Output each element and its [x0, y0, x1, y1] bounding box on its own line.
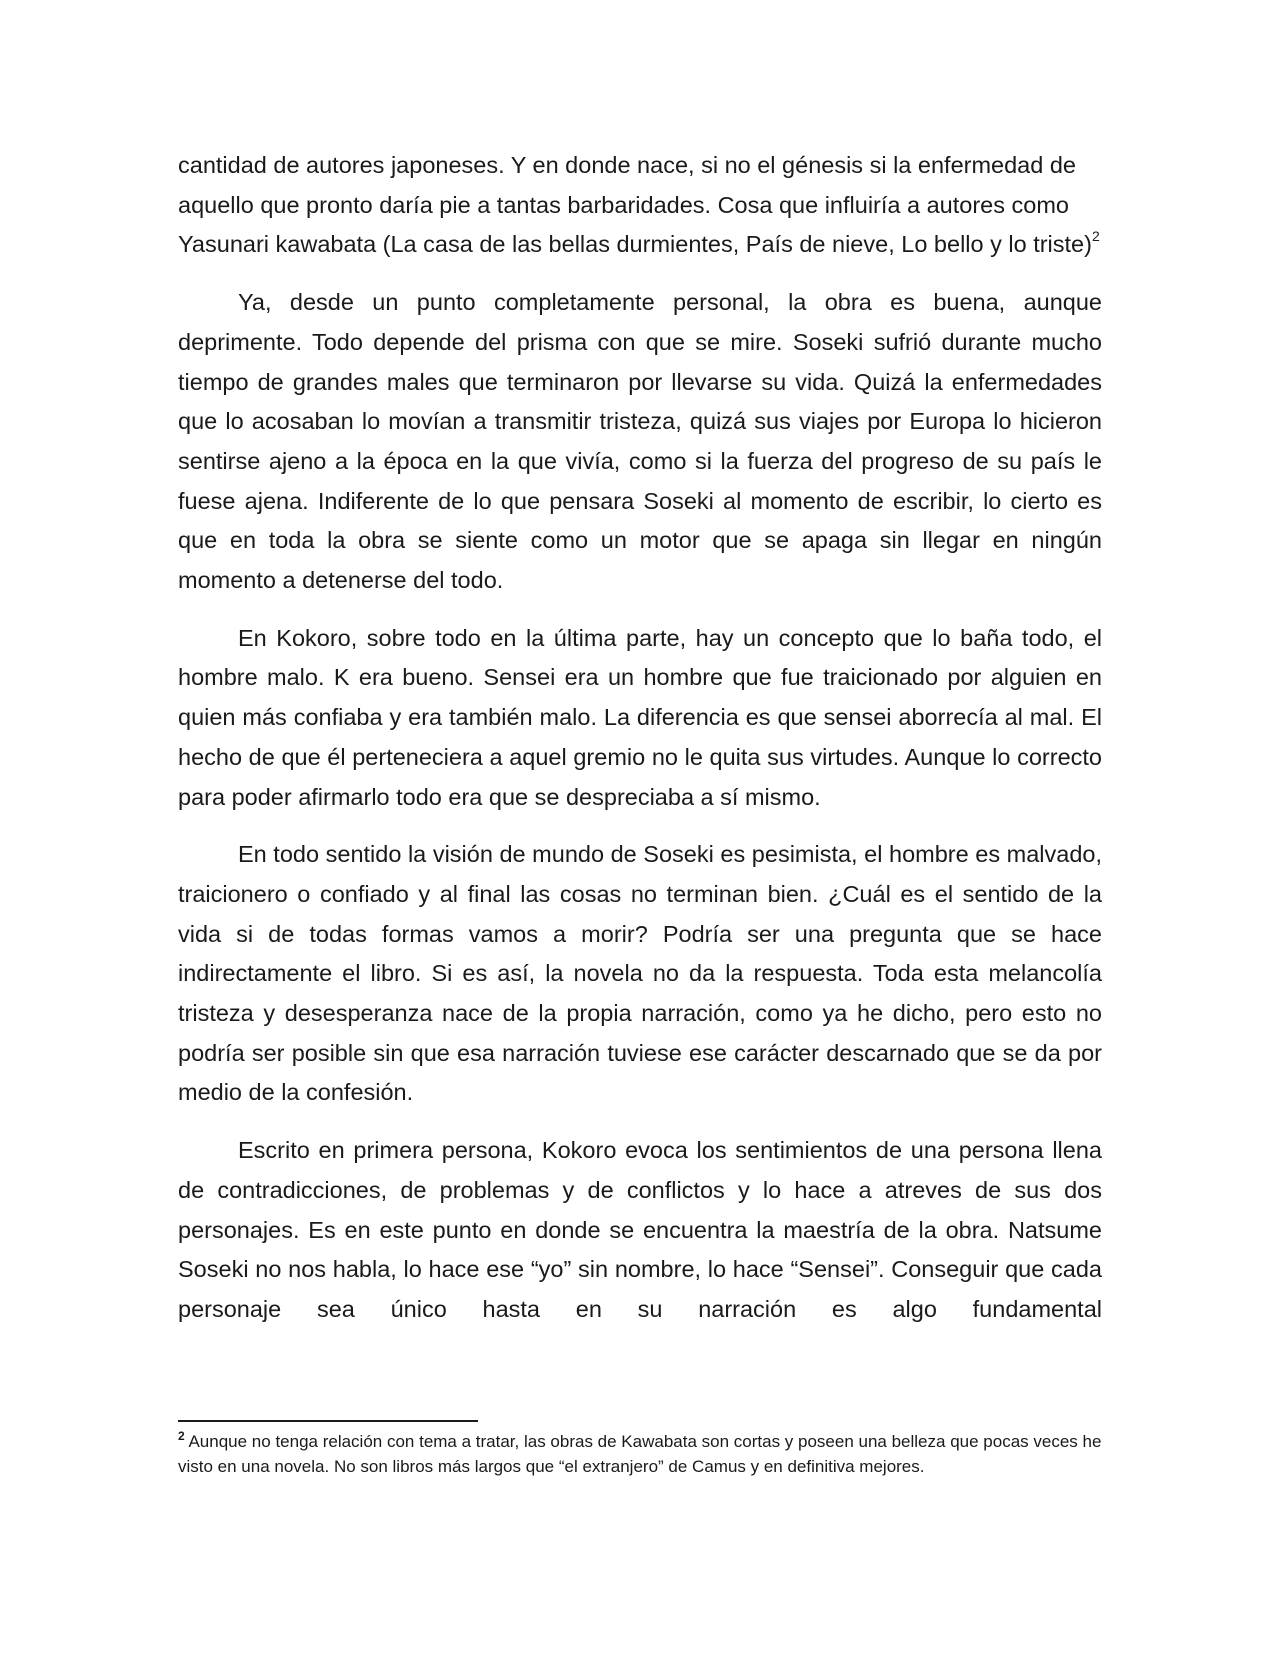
footnote — [178, 1430, 1102, 1479]
footnote-separator — [178, 1420, 478, 1422]
footnote-number: 2 — [178, 1429, 185, 1443]
body-text — [178, 146, 1102, 1330]
paragraph-1-text: cantidad de autores japoneses. Y en donde nace, si no el génesis si la enfermedad de aquello que pronto daría pie a tantas barbaridades. Cosa que influiría a autores como Yasunari kawabata (La casa de las bellas durmientes, País de nieve, Lo bello y lo triste) — [178, 152, 1092, 258]
paragraph-1 — [178, 146, 1102, 265]
paragraph-3: En Kokoro, sobre todo en la última parte, hay un concepto que lo baña todo, el hombre malo. K era bueno. Sensei era un hombre que fue traicionado por alguien en quien más confiaba y era también malo. La diferencia es que sensei aborrecía al mal. El hecho de que él perteneciera a aquel gremio no le quita sus virtudes. Aunque lo correcto para poder afirmarlo todo era que se despreciaba a sí mismo. — [178, 624, 1102, 810]
footnote-reference: 2 — [1091, 228, 1100, 245]
paragraph-2: Ya, desde un punto completamente personal, la obra es buena, aunque deprimente. Todo depende del prisma con que se mire. Soseki sufrió durante mucho tiempo de grandes males que terminaron por llevarse su vida. Quizá la enfermedades que lo acosaban lo movían a transmitir tristeza, quizá sus viajes por Europa lo hicieron sentirse ajeno a la época en la que vivía, como si la fuerza del progreso de su país le fuese ajena. Indiferente de lo que pensara Soseki al momento de escribir, lo cierto es que en toda la obra se siente como un motor que se apaga sin llegar en ningún momento a detenerse del todo. — [178, 289, 1102, 594]
paragraph-4: En todo sentido la visión de mundo de Soseki es pesimista, el hombre es malvado, traicionero o confiado y al final las cosas no terminan bien. ¿Cuál es el sentido de la vida si de todas formas vamos a morir? Podría ser una pregunta que se hace indirectamente el libro. Si es así, la novela no da la respuesta. Toda esta melancolía tristeza y desesperanza nace de la propia narración, como ya he dicho, pero esto no podría ser posible sin que esa narración tuviese ese carácter descarnado que se da por medio de la confesión. — [178, 841, 1102, 1106]
footnote-text: Aunque no tenga relación con tema a tratar, las obras de Kawabata son cortas y poseen una belleza que pocas veces he visto en una novela. No son libros más largos que “el extranjero” de Camus y en definitiva mejores. — [178, 1432, 1102, 1476]
paragraph-5: Escrito en primera persona, Kokoro evoca los sentimientos de una persona llena de contradicciones, de problemas y de conflictos y lo hace a atreves de sus dos personajes. Es en este punto en donde se encuentra la maestría de la obra. Natsume Soseki no nos habla, lo hace ese “yo” sin nombre, lo hace “Sensei”. Conseguir que cada personaje sea único hasta en su narración es algo fundamental — [178, 1137, 1102, 1322]
